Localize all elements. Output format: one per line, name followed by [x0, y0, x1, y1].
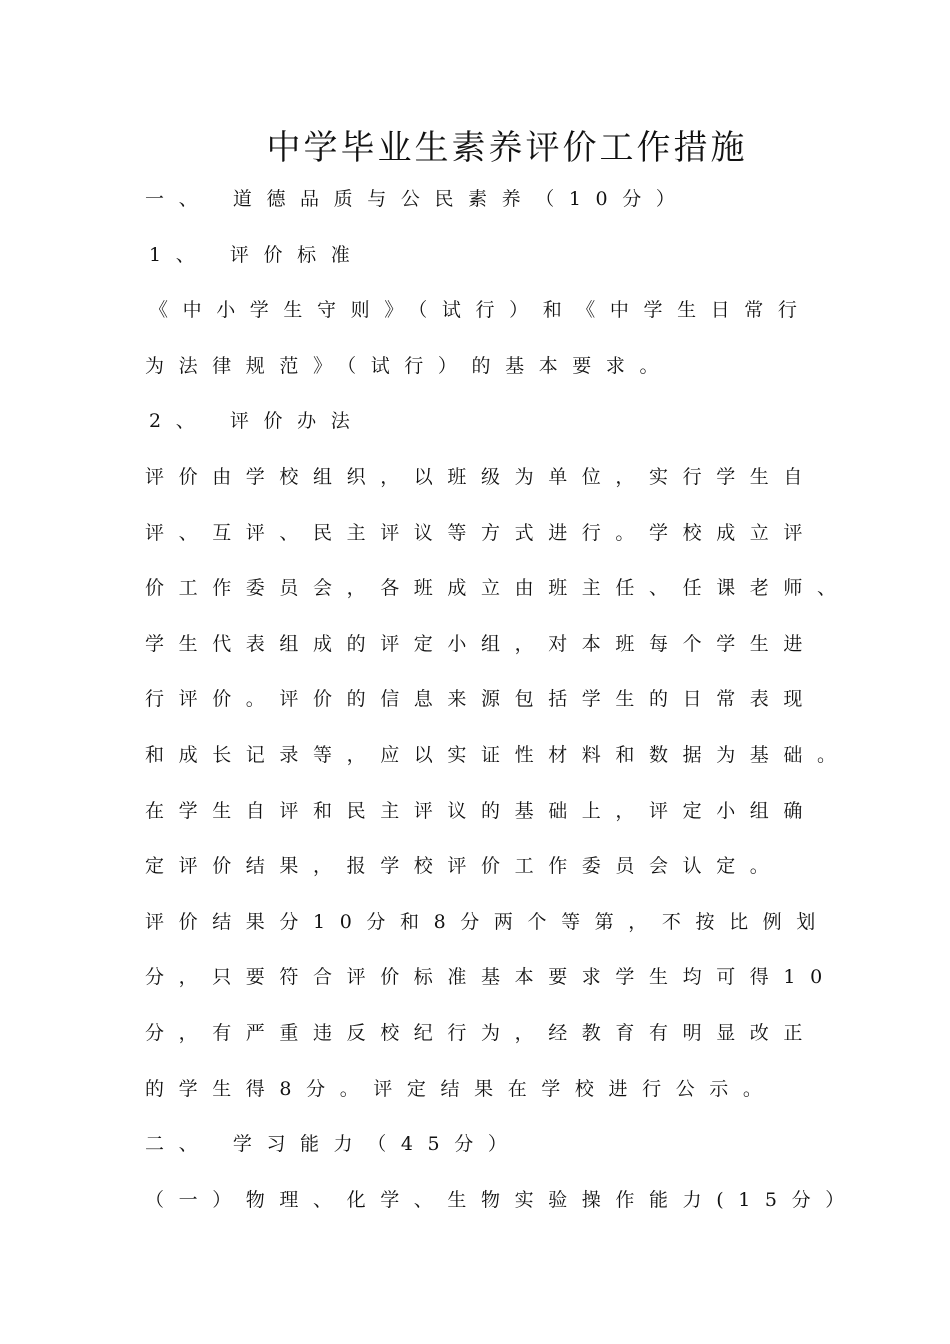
paragraph-line: 定评价结果，报学校评价工作委员会认定。 — [145, 855, 784, 878]
paragraph-line: 的学生得8分。评定结果在学校进行公示。 — [145, 1077, 777, 1100]
subheading-1: 1、 评价标准 — [149, 243, 365, 266]
paragraph-line: 为法律规范》（试行）的基本要求。 — [145, 354, 674, 377]
paragraph-line: 学生代表组成的评定小组，对本班每个学生进 — [145, 632, 818, 655]
document-title: 中学毕业生素养评价工作措施 — [266, 128, 748, 168]
section-heading-1: 一、 道德品质与公民素养（10分） — [145, 188, 690, 210]
paragraph-line: 评价由学校组织，以班级为单位，实行学生自 — [145, 465, 818, 488]
document-body — [145, 172, 865, 1228]
paragraph-line: 价工作委员会，各班成立由班主任、任课老师、 — [145, 577, 851, 600]
paragraph-line: 《中小学生守则》（试行）和《中学生日常行 — [149, 299, 812, 322]
subheading-2: 2、 评价办法 — [149, 410, 365, 433]
paragraph-line: 分，有严重违反校纪行为，经教育有明显改正 — [145, 1021, 818, 1044]
subsection-heading: （一）物理、化学、生物实验操作能力(15分） — [145, 1188, 859, 1211]
paragraph-line: 行评价。评价的信息来源包括学生的日常表现 — [145, 688, 818, 711]
paragraph-line: 在学生自评和民主评议的基础上，评定小组确 — [145, 799, 818, 822]
paragraph-line: 分，只要符合评价标准基本要求学生均可得10 — [145, 966, 837, 989]
paragraph-line: 和成长记录等，应以实证性材料和数据为基础。 — [145, 743, 851, 766]
paragraph-line: 评、互评、民主评议等方式进行。学校成立评 — [145, 521, 818, 544]
paragraph-line: 评价结果分10分和8分两个等第，不按比例划 — [145, 910, 830, 933]
section-heading-2: 二、 学习能力（45分） — [145, 1133, 522, 1156]
